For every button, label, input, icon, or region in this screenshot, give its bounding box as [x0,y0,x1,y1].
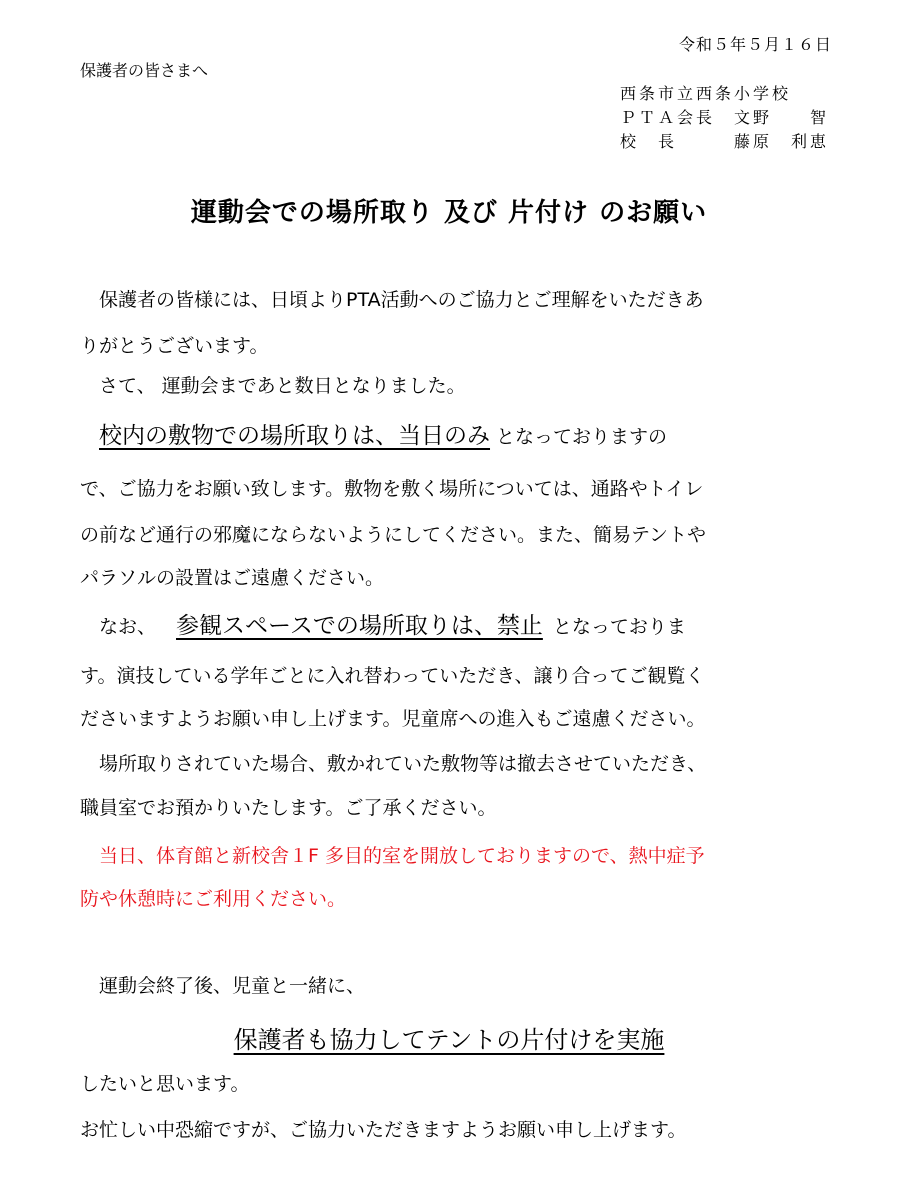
paragraph-cleanup-intro: 運動会終了後、児童と一緒に、 [80,975,366,997]
paragraph-greeting-line2: りがとうございます。 [80,335,269,357]
paragraph-removal-line1: 場所取りされていた場合、敷かれていた敷物等は撤去させていただき、 [80,753,707,775]
paragraph-greeting-line1: 保護者の皆様には、日頃よりPTA活動へのご協力とご理解をいただきあ [80,289,704,311]
mat-rule-emphasis: 校内の敷物での場所取りは、当日のみ [99,423,491,449]
paragraph-viewing-rule-line3: ださいますようお願い申し上げます。児童席への進入もご遠慮ください。 [80,708,706,730]
paragraph-viewing-rule-line2: す。演技している学年ごとに入れ替わっていただき、譲り合ってご観覧く [80,665,705,687]
viewing-rule-prefix: なお、 [80,616,157,638]
sender-block [620,82,829,154]
sender-principal: 校 長 藤原 利恵 [620,132,830,151]
paragraph-mat-rule-line2: で、ご協力をお願い致します。敷物を敷く場所については、通路やトイレ [80,478,704,500]
sender-pta-chair: ＰＴＡ会長 文野 智 [620,108,830,127]
sender-school: 西条市立西条小学校 [620,84,792,103]
mat-rule-suffix: となっておりますの [496,426,668,448]
paragraph-removal-line2: 職員室でお預かりいたします。ご了承ください。 [80,797,497,819]
viewing-rule-emphasis: 参観スペースでの場所取りは、禁止 [176,613,543,639]
paragraph-intro: さて、 運動会まであと数日となりました。 [80,375,466,397]
viewing-rule-suffix: となっておりま [552,616,686,638]
document-title: 運動会での場所取り 及び 片付け のお願い [190,198,708,228]
paragraph-mat-rule-line1 [80,424,667,449]
paragraph-mat-rule-line3: の前など通行の邪魔にならないようにしてください。また、簡易テントや [80,524,707,546]
notice-heatstroke-line2: 防や休憩時にご利用ください。 [80,888,347,910]
paragraph-cleanup-closing: したいと思います。 [80,1073,250,1095]
indent [80,426,99,448]
recipient-line: 保護者の皆さまへ [80,61,209,80]
paragraph-viewing-rule-line1 [80,614,686,639]
document-date: 令和５年５月１６日 [678,35,832,54]
paragraph-mat-rule-line4: パラソルの設置はご遠慮ください。 [80,567,385,589]
paragraph-final-request: お忙しい中恐縮ですが、ご協力いただきますようお願い申し上げます。 [80,1119,687,1141]
cleanup-emphasis: 保護者も協力してテントの片付けを実施 [233,1026,665,1054]
notice-heatstroke-line1: 当日、体育館と新校舎１F 多目的室を開放しておりますので、熱中症予 [80,845,705,867]
